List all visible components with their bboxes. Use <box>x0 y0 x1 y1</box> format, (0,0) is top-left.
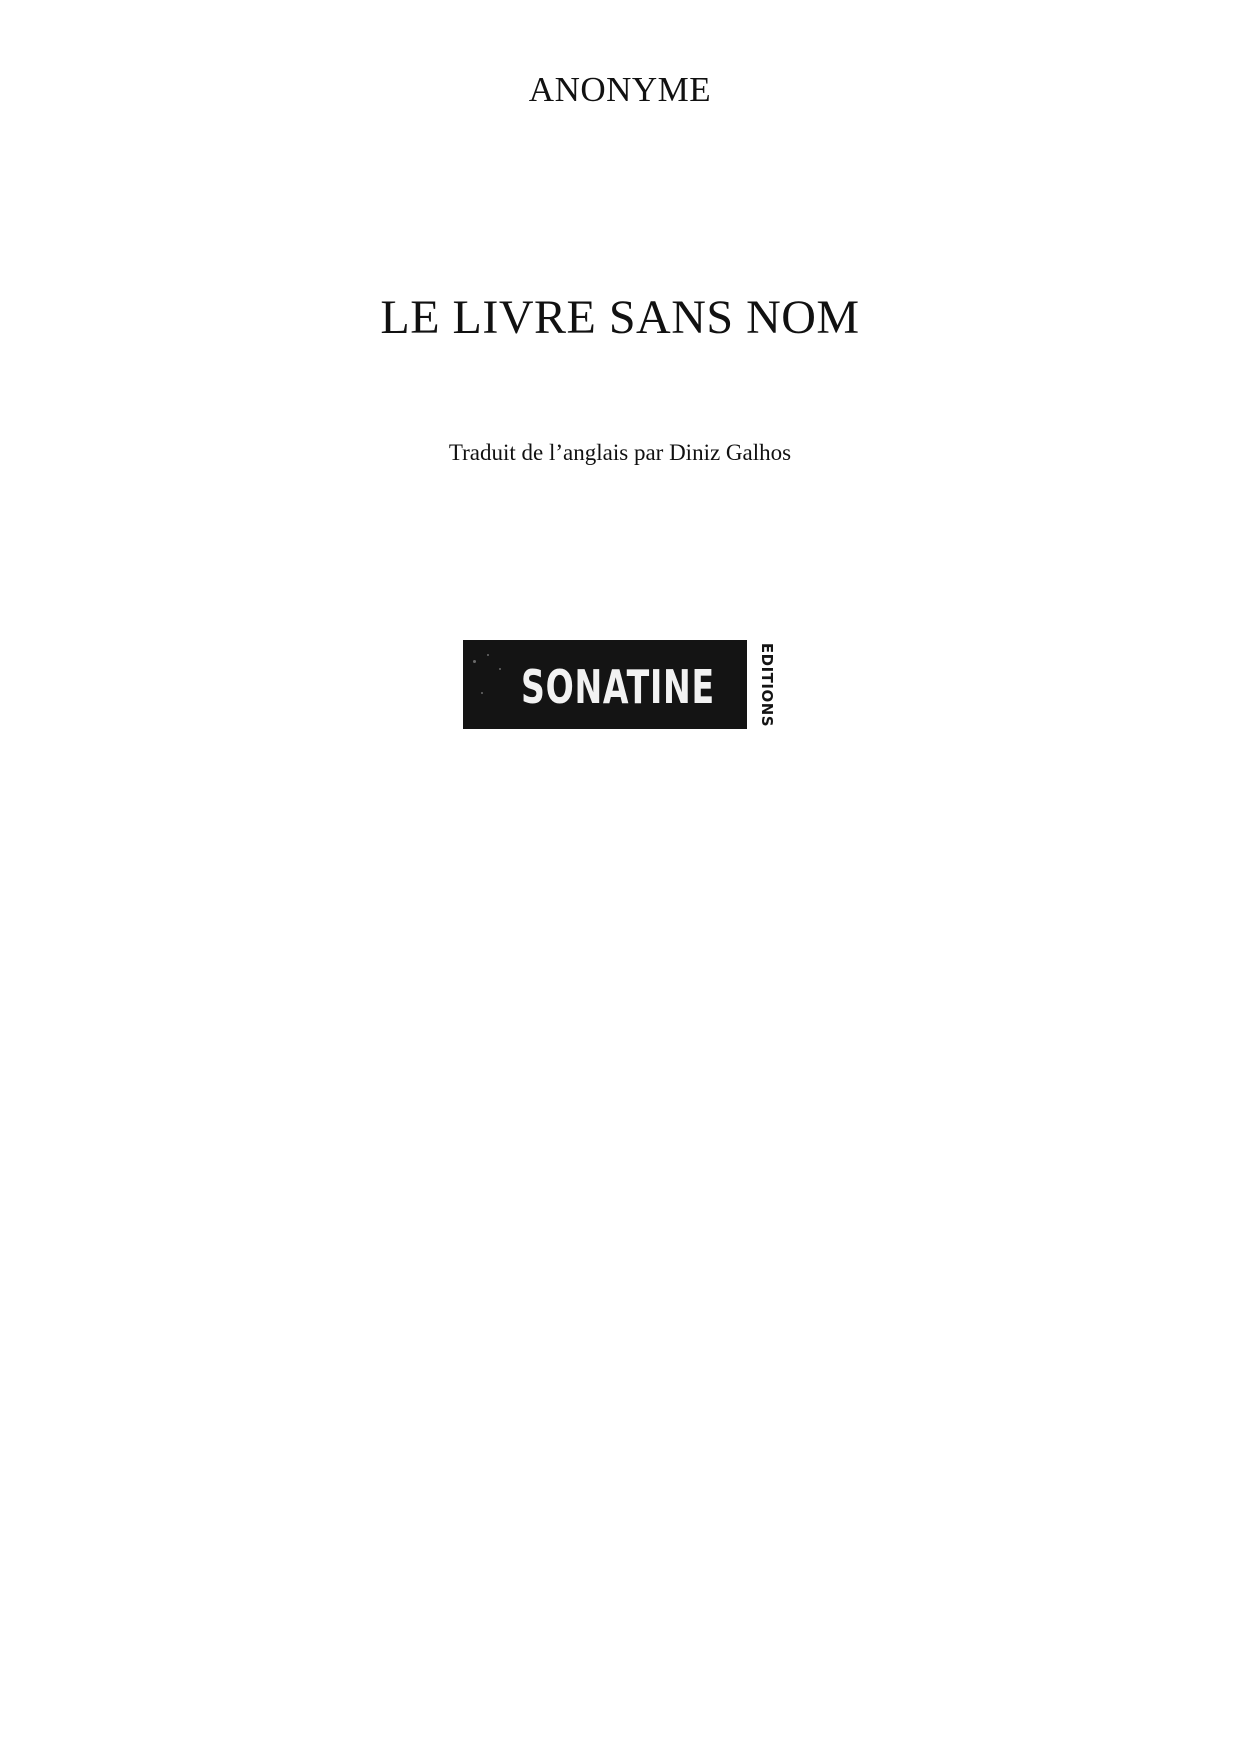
publisher-logo-subtitle: EDITIONS <box>758 642 776 727</box>
book-title: LE LIVRE SANS NOM <box>380 291 860 344</box>
publisher-logo-name: SONATINE <box>521 660 715 714</box>
publisher-logo-background <box>463 640 747 729</box>
logo-speck <box>499 668 501 670</box>
logo-speck <box>481 692 483 694</box>
logo-speck <box>473 660 476 663</box>
logo-speck <box>487 654 489 656</box>
publisher-logo <box>463 640 785 729</box>
translator-credit: Traduit de l’anglais par Diniz Galhos <box>448 440 792 465</box>
author-name: ANONYME <box>528 70 712 109</box>
publisher-logo-side <box>749 640 785 729</box>
